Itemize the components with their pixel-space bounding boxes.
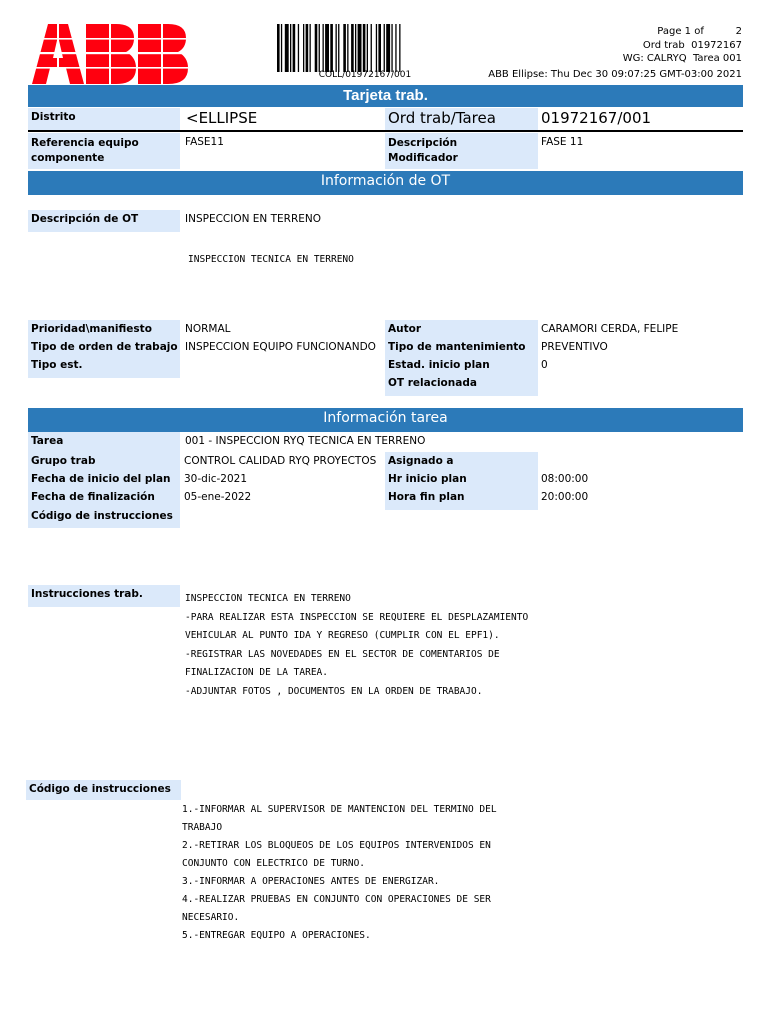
asignado-label: Asignado a bbox=[385, 452, 538, 470]
instruccion-line: -REGISTRAR LAS NOVEDADES EN EL SECTOR DE COMENTARIOS DE bbox=[185, 648, 500, 660]
codigo-instrucciones-label: Código de instrucciones bbox=[28, 506, 180, 528]
section-header-tarea: Información tarea bbox=[28, 408, 743, 432]
ref-equipo-value: FASE11 bbox=[185, 136, 224, 148]
page-title: Tarjeta trab. bbox=[28, 85, 743, 107]
hora-fin-label: Hora fin plan bbox=[385, 488, 538, 510]
abb-logo bbox=[30, 24, 190, 84]
codigo-line: CONJUNTO CON ELECTRICO DE TURNO. bbox=[182, 858, 366, 869]
fecha-fin-label: Fecha de finalización bbox=[28, 488, 180, 506]
barcode bbox=[275, 24, 455, 72]
tarea-value: 001 - INSPECCION RYQ TECNICA EN TERRENO bbox=[185, 435, 426, 447]
tipo-mantenimiento-value: PREVENTIVO bbox=[541, 341, 608, 353]
codigo-label: Código de instrucciones bbox=[26, 780, 181, 800]
descripcion-value: FASE 11 bbox=[541, 136, 584, 148]
ord-trab-value: 01972167/001 bbox=[541, 109, 652, 127]
ord-trab-header: Ord trab 01972167 bbox=[642, 40, 742, 51]
descripcion-ot-detail: INSPECCION TECNICA EN TERRENO bbox=[188, 254, 354, 265]
descripcion-ot-label: Descripción de OT bbox=[28, 210, 180, 232]
codigo-line: 2.-RETIRAR LOS BLOQUEOS DE LOS EQUIPOS INTERVENIDOS EN bbox=[182, 840, 491, 851]
ellipse-timestamp: ABB Ellipse: Thu Dec 30 09:07:25 GMT-03:00 2021 bbox=[488, 69, 742, 80]
codigo-line: NECESARIO. bbox=[182, 912, 240, 923]
instruccion-line: FINALIZACION DE LA TAREA. bbox=[185, 667, 328, 678]
tipo-orden-value: INSPECCION EQUIPO FUNCIONANDO bbox=[185, 341, 376, 353]
prioridad-label: Prioridad\manifiesto bbox=[28, 320, 180, 338]
distrito-label: Distrito bbox=[28, 108, 180, 130]
barcode-text: COLL/01972167/001 bbox=[318, 70, 412, 80]
instruccion-line: -ADJUNTAR FOTOS , DOCUMENTOS EN LA ORDEN DE TRABAJO. bbox=[185, 685, 483, 697]
instruccion-line: -PARA REALIZAR ESTA INSPECCION SE REQUIERE EL DESPLAZAMIENTO bbox=[185, 611, 529, 623]
grupo-trab-label: Grupo trab bbox=[28, 452, 180, 470]
divider bbox=[28, 130, 743, 132]
prioridad-value: NORMAL bbox=[185, 323, 231, 335]
grupo-trab-value: CONTROL CALIDAD RYQ PROYECTOS bbox=[184, 455, 377, 467]
instruccion-line: INSPECCION TECNICA EN TERRENO bbox=[185, 593, 351, 604]
hora-fin-value: 20:00:00 bbox=[541, 491, 589, 503]
hr-inicio-label: Hr inicio plan bbox=[385, 470, 538, 488]
codigo-line: 4.-REALIZAR PRUEBAS EN CONJUNTO CON OPERACIONES DE SER bbox=[182, 894, 491, 905]
autor-value: CARAMORI CERDA, FELIPE bbox=[541, 323, 679, 335]
autor-label: Autor bbox=[385, 320, 538, 338]
instruccion-line: VEHICULAR AL PUNTO IDA Y REGRESO (CUMPLIR CON EL EPF1). bbox=[185, 630, 500, 641]
codigo-line: 3.-INFORMAR A OPERACIONES ANTES DE ENERGIZAR. bbox=[182, 876, 440, 887]
wg-header: WG: CALRYQ Tarea 001 bbox=[622, 53, 742, 64]
codigo-text bbox=[182, 801, 497, 945]
codigo-line: 1.-INFORMAR AL SUPERVISOR DE MANTENCION DEL TERMINO DEL bbox=[182, 804, 497, 815]
codigo-line: 5.-ENTREGAR EQUIPO A OPERACIONES. bbox=[182, 930, 371, 941]
descripcion-label: Descripción Modificador bbox=[385, 133, 538, 169]
hr-inicio-value: 08:00:00 bbox=[541, 473, 589, 485]
ord-trab-label: Ord trab/Tarea bbox=[385, 108, 538, 130]
estad-inicio-value: 0 bbox=[541, 359, 548, 371]
tipo-mantenimiento-label: Tipo de mantenimiento bbox=[385, 338, 538, 356]
descripcion-ot-value: INSPECCION EN TERRENO bbox=[185, 213, 322, 225]
tarea-label: Tarea bbox=[28, 432, 180, 452]
page-indicator: Page 1 of 2 bbox=[657, 26, 742, 37]
section-header-ot: Información de OT bbox=[28, 171, 743, 195]
tipo-est-label: Tipo est. bbox=[28, 356, 180, 378]
ot-relacionada-label: OT relacionada bbox=[385, 374, 538, 396]
codigo-line: TRABAJO bbox=[182, 822, 223, 833]
fecha-fin-value: 05-ene-2022 bbox=[184, 491, 252, 503]
tipo-orden-label: Tipo de orden de trabajo bbox=[28, 338, 180, 356]
instrucciones-text bbox=[185, 590, 528, 701]
distrito-value: <ELLIPSE bbox=[186, 109, 258, 127]
fecha-inicio-label: Fecha de inicio del plan bbox=[28, 470, 180, 488]
instrucciones-label: Instrucciones trab. bbox=[28, 585, 180, 607]
estad-inicio-label: Estad. inicio plan bbox=[385, 356, 538, 374]
ref-equipo-label: Referencia equipo componente bbox=[28, 133, 180, 169]
fecha-inicio-value: 30-dic-2021 bbox=[184, 473, 248, 485]
